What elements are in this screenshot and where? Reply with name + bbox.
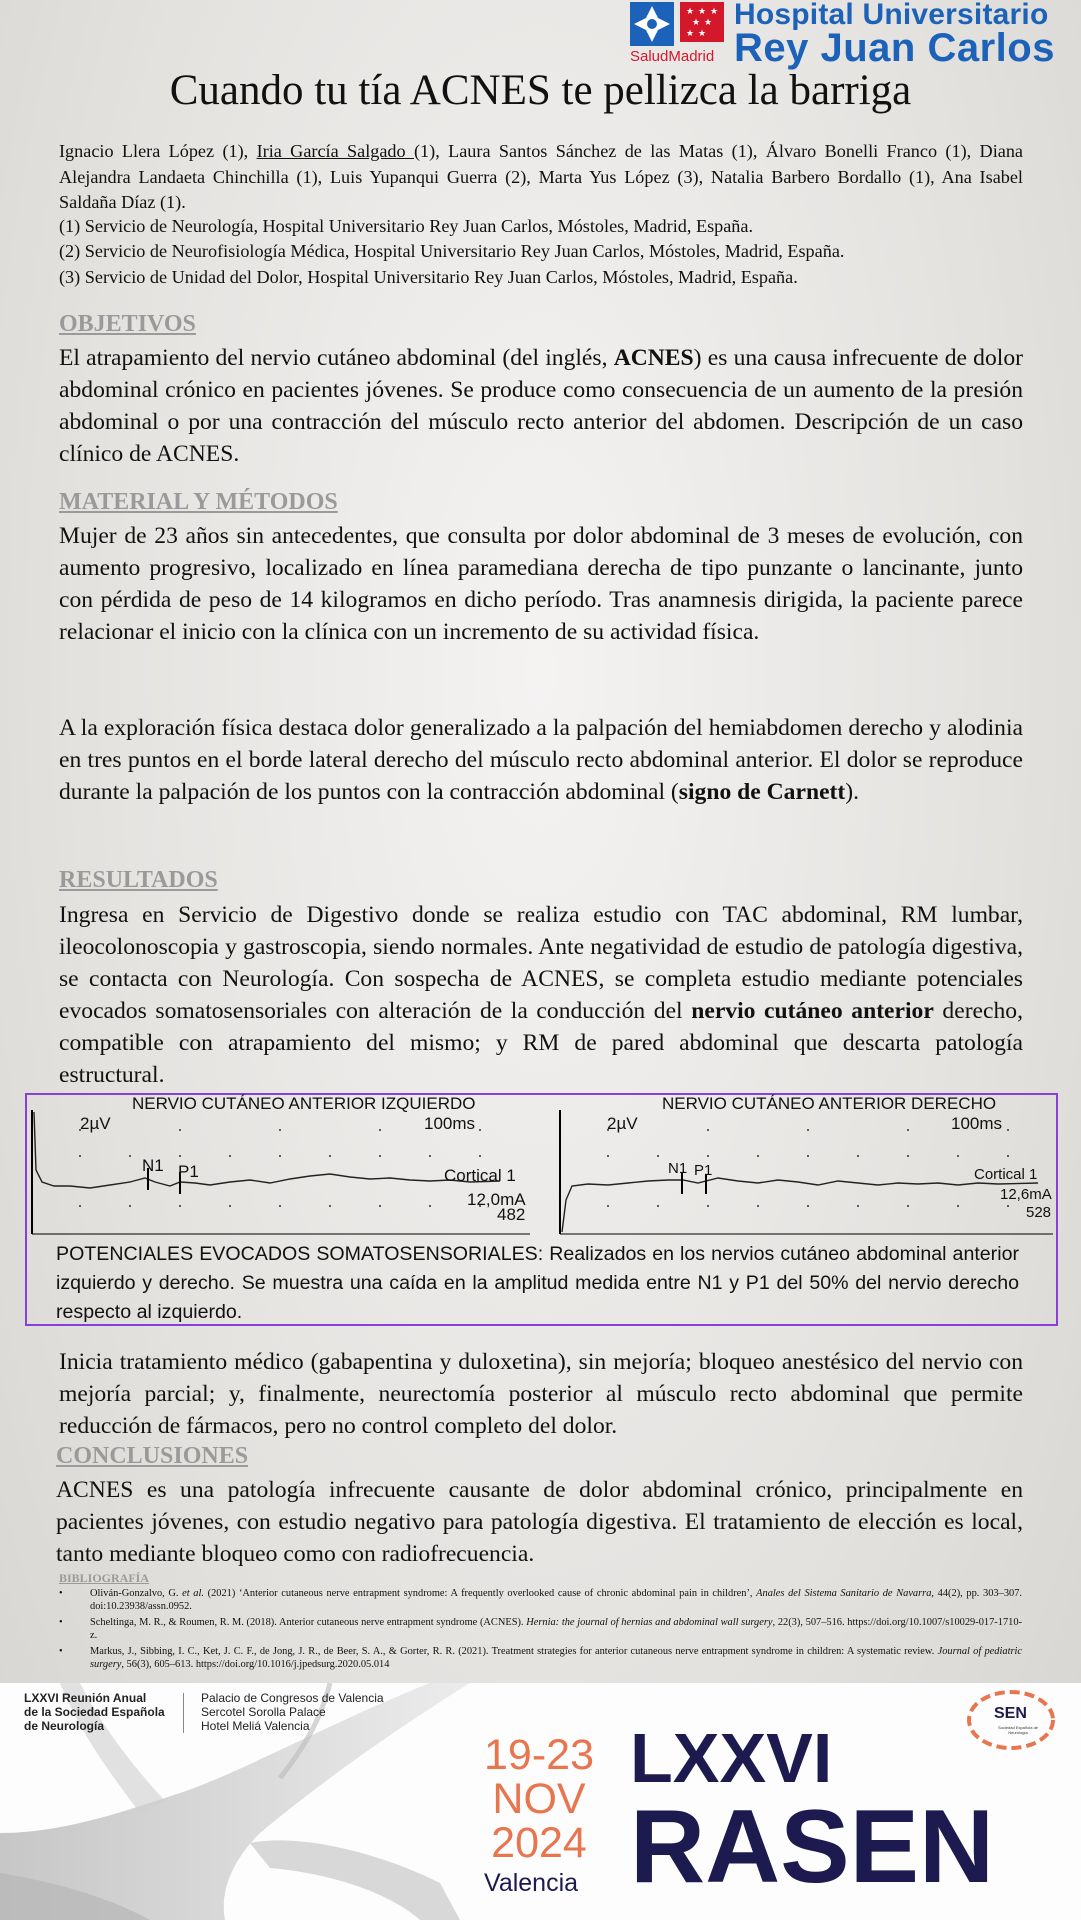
sen-logo-text: SEN: [994, 1705, 1027, 1722]
salud-madrid-text: SaludMadrid: [630, 48, 715, 65]
banner-lxxvi: LXXVI: [630, 1719, 833, 1797]
resultados-text-2: Inicia tratamiento médico (gabapentina y duloxetina), sin mejoría; bloqueo anestésico del nervio con mejoría parcial; y, finalmente, neurectomía posterior al músculo recto abdominal que permite reducción de fármacos, pero no control completo del dolor.: [59, 1349, 1023, 1439]
section-heading-objetivos: OBJETIVOS: [59, 311, 196, 337]
pep-left-channel-label: Cortical 1: [444, 1166, 516, 1185]
sen-logo-subtext: Sociedad Española de Neurología: [997, 1725, 1039, 1735]
pep-right-n1-label: N1: [668, 1160, 688, 1177]
congress-dates: 19-23 NOV 2024: [484, 1731, 594, 1867]
objetivos-text: El atrapamiento del nervio cutáneo abdominal (del inglés, ACNES) es una causa infrecuente de dolor abdominal crónico en pacientes jóvenes. Se produce como consecuencia de un aumento de la presión abdominal o por una contracción del músculo recto anterior del abdomen. Descripción de un caso clínico de ACNES.: [59, 345, 1023, 467]
banner-rasen: RASEN: [630, 1789, 995, 1905]
hospital-name-line2: Rey Juan Carlos: [734, 26, 1055, 70]
reference-3: • Markus, J., Sibbing, I. C., Ket, J. C. F., de Jong, J. R., de Beer, S. A., & Gorter, R. R. (2021). Treatment strategies for anterior cutaneous nerve entrapment syndrome in children: A systematic review. Journal of pediatric surgery, 56(3), 605–613. https://doi.org/10.1016/j.jpedsurg.2020.05.014: [59, 1646, 1022, 1670]
metodos-text-2: A la exploración física destaca dolor generalizado a la palpación del hemiabdomen derecho y alodinia en tres puntos en el borde lateral derecho del músculo recto abdominal anterior. El dolor se reproduce durante la palpación de los puntos con la contracción abdominal (signo de Carnett).: [59, 715, 1023, 805]
pep-left-count: 482: [497, 1205, 526, 1224]
pep-right-scale-v: 2µV: [607, 1114, 638, 1133]
venue-list: Palacio de Congresos de Valencia Sercotel Sorolla Palace Hotel Meliá Valencia: [201, 1691, 384, 1733]
section-heading-bibliografia: BIBLIOGRAFÍA: [59, 1571, 150, 1585]
pep-right-channel-label: Cortical 1: [974, 1166, 1038, 1183]
pep-left-title: NERVIO CUTÁNEO ANTERIOR IZQUIERDO: [132, 1094, 476, 1113]
resultados-text-1: Ingresa en Servicio de Digestivo donde se realiza estudio con TAC abdominal, RM lumbar, ileocolonoscopia y gastroscopia, siendo normales. Ante negatividad de estudio de patología digestiva, se contacta con Neurología. Con sospecha de ACNES, se completa estudio mediante potenciales evocados somatosensoriales con alteración de la conducción del nervio cutáneo anterior derecho, compatible con atrapamiento del mismo; y RM de pared abdominal que descarta patología estructural.: [59, 902, 1023, 1088]
pep-left-n1-label: N1: [142, 1156, 164, 1175]
reference-1: • Oliván-Gonzalvo, G. et al. (2021) ‘Anterior cutaneous nerve entrapment syndrome: A frequently overlooked cause of chronic abdominal pain in children’, Anales del Sistema Sanitario de Navarra, 44(2), pp. 303–307. doi:10.23938/assn.0952.: [59, 1588, 1022, 1612]
section-heading-metodos: MATERIAL Y MÉTODOS: [59, 489, 338, 515]
pep-right-title: NERVIO CUTÁNEO ANTERIOR DERECHO: [662, 1094, 997, 1113]
affiliation-2: (2) Servicio de Neurofisiología Médica, Hospital Universitario Rey Juan Carlos, Móstoles, Madrid, España.: [59, 241, 845, 261]
metodos-text-1: Mujer de 23 años sin antecedentes, que consulta por dolor abdominal de 3 meses de evolución, con aumento progresivo, localizado en línea paramediana derecha de tipo punzante o lancinante, junto con pérdida de peso de 14 kilogramos en dicho período. Tras anamnesis dirigida, la paciente parece relacionar el inicio con la clínica con un incremento de su actividad física.: [59, 523, 1023, 645]
pep-left-current: 12,0mA: [467, 1190, 526, 1209]
authors-list: Ignacio Llera López (1), Iria García Salgado (1), Laura Santos Sánchez de las Matas (1), Álvaro Bonelli Franco (1), Diana Alejandra Landaeta Chinchilla (1), Luis Yupanqui Guerra (2), Marta Yus López (3), Natalia Barbero Bordallo (1), Ana Isabel Saldaña Díaz (1).: [59, 141, 1023, 212]
poster-title: Cuando tu tía ACNES te pellizca la barriga: [169, 67, 912, 114]
congress-banner: [0, 1683, 1081, 1920]
conclusiones-text: ACNES es una patología infrecuente causante de dolor abdominal crónico, principalmente en pacientes jóvenes, con estudio negativo para patología digestiva. El tratamiento de elección es local, tanto mediante bloqueo como con radiofrecuencia.: [56, 1477, 1023, 1567]
pep-right-scale-t: 100ms: [951, 1114, 1003, 1133]
pep-left-scale-t: 100ms: [424, 1114, 476, 1133]
hospital-name-line1: Hospital Universitario: [734, 0, 1049, 31]
madrid-flag-icon: ★ ★ ★ ★ ★ ★ ★: [680, 2, 724, 42]
pep-right-count: 528: [1026, 1204, 1052, 1221]
pep-right-p1-label: P1: [694, 1162, 713, 1179]
affiliation-1: (1) Servicio de Neurología, Hospital Universitario Rey Juan Carlos, Móstoles, Madrid, España.: [59, 216, 754, 236]
meeting-name: LXXVI Reunión Anual de la Sociedad Española de Neurología: [24, 1691, 165, 1733]
congress-city: Valencia: [484, 1869, 579, 1897]
banner-divider: [183, 1693, 184, 1733]
pep-left-p1-label: P1: [178, 1162, 199, 1181]
pep-left-scale-v: 2µV: [80, 1114, 111, 1133]
section-heading-resultados: RESULTADOS: [59, 867, 218, 893]
section-heading-conclusiones: CONCLUSIONES: [56, 1443, 249, 1469]
pep-caption: POTENCIALES EVOCADOS SOMATOSENSORIALES: Realizados en los nervios cutáneo abdominal anterior izquierdo y derecho. Se muestra una caída en la amplitud medida entre N1 y P1 del 50% del nervio derecho respecto al izquierdo.: [56, 1243, 1019, 1323]
pep-right-current: 12,6mA: [1000, 1186, 1052, 1203]
reference-2: • Scheltinga, M. R., & Roumen, R. M. (2018). Anterior cutaneous nerve entrapment syndrome (ACNES). Hernia: the journal of hernias and abdominal wall surgery, 22(3), 507–516. https://doi.org/10.1007/s10029-017-1710-z.: [59, 1617, 1022, 1641]
salud-madrid-cross-icon: [630, 2, 674, 46]
affiliation-3: (3) Servicio de Unidad del Dolor, Hospital Universitario Rey Juan Carlos, Móstoles, Madrid, España.: [59, 267, 798, 287]
